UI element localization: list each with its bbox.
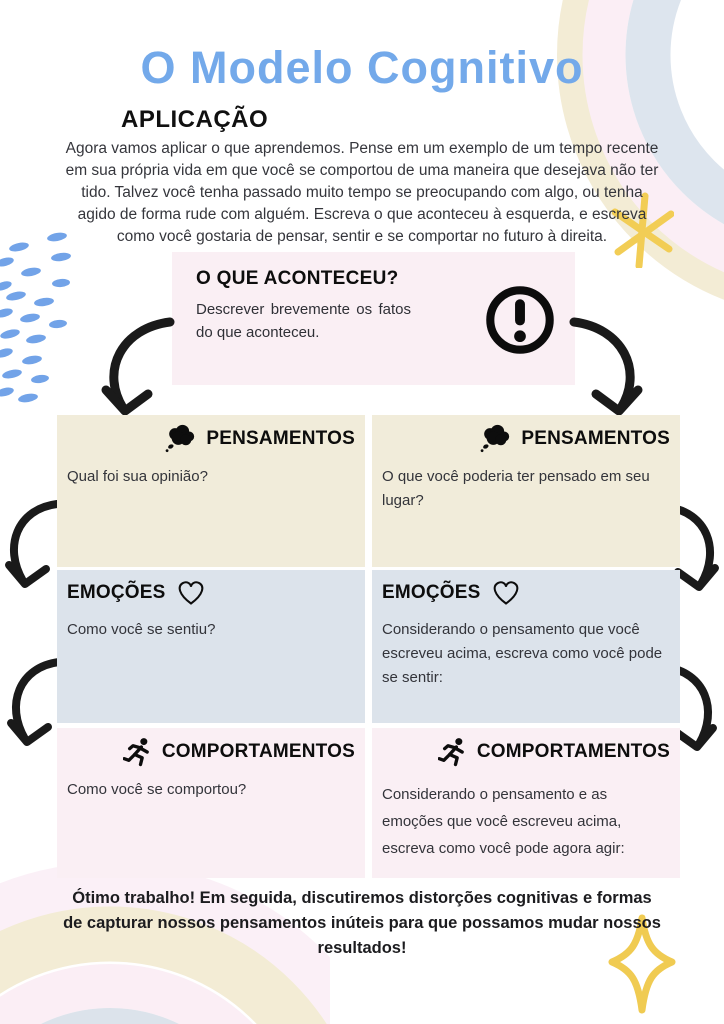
blue-dashes-decoration xyxy=(0,226,82,411)
arrow-left-thoughts-to-emotions xyxy=(3,497,63,593)
arrow-event-to-left-thoughts xyxy=(98,312,176,422)
right-behaviors-heading: COMPORTAMENTOS xyxy=(476,741,670,762)
what-happened-heading: O QUE ACONTECEU? xyxy=(196,268,399,289)
left-behaviors-heading: COMPORTAMENTOS xyxy=(161,741,355,762)
heart-icon xyxy=(490,579,522,607)
left-emotions-prompt: Como você se sentiu? xyxy=(67,621,216,638)
right-thoughts-heading: PENSAMENTOS xyxy=(521,428,670,449)
left-thoughts-box xyxy=(57,415,365,567)
arrow-event-to-right-thoughts xyxy=(568,312,646,422)
thought-cloud-icon xyxy=(163,424,197,454)
section-label: APLICAÇÃO xyxy=(121,106,269,133)
right-emotions-box xyxy=(372,570,680,723)
left-behaviors-header xyxy=(67,737,355,767)
what-happened-box xyxy=(172,252,575,385)
left-emotions-header xyxy=(67,579,355,607)
left-behaviors-prompt: Como você se comportou? xyxy=(67,781,247,798)
right-emotions-prompt: Considerando o pensamento que você escreveu acima, escreva como você pode se sentir: xyxy=(382,621,663,686)
heart-icon xyxy=(175,579,207,607)
right-thoughts-header xyxy=(382,424,670,454)
what-happened-description: Descrever brevemente os fatos do que aconteceu. xyxy=(196,301,411,341)
right-behaviors-header xyxy=(382,737,670,767)
intro-paragraph: Agora vamos aplicar o que aprendemos. Pense em um exemplo de um tempo recente em sua própria vida em que você se comportou de uma maneira que desejava não ter tido. Talvez você tenha passado muito tempo se preocupando com algo, ou tenha agido de forma rude com alguém. Escreva o que aconteceu à esquerda, e escreva como você gostaria de pensar, sentir e se comportar no futuro à direita. xyxy=(65,140,659,245)
runner-icon xyxy=(438,737,468,767)
right-thoughts-box xyxy=(372,415,680,567)
left-thoughts-header xyxy=(67,424,355,454)
right-behaviors-box xyxy=(372,728,680,878)
right-behaviors-prompt: Considerando o pensamento e as emoções que você escreveu acima, escreva como você pode agora agir: xyxy=(382,786,625,857)
left-emotions-box xyxy=(57,570,365,723)
left-thoughts-prompt: Qual foi sua opinião? xyxy=(67,468,208,485)
runner-icon xyxy=(123,737,153,767)
exclamation-circle-icon xyxy=(484,284,556,356)
arrow-left-emotions-to-behaviors xyxy=(5,655,65,751)
footer-note: Ótimo trabalho! Em seguida, discutiremos distorções cognitivas e formas de capturar nossos pensamentos inúteis para que possamos mudar nossos resultados! xyxy=(63,889,661,957)
right-emotions-header xyxy=(382,579,670,607)
page-title: O Modelo Cognitivo xyxy=(140,42,584,93)
thought-cloud-icon xyxy=(478,424,512,454)
left-emotions-heading: EMOÇÕES xyxy=(67,582,166,603)
right-thoughts-prompt: O que você poderia ter pensado em seu lugar? xyxy=(382,468,650,509)
right-emotions-heading: EMOÇÕES xyxy=(382,582,481,603)
left-thoughts-heading: PENSAMENTOS xyxy=(206,428,355,449)
left-behaviors-box xyxy=(57,728,365,878)
